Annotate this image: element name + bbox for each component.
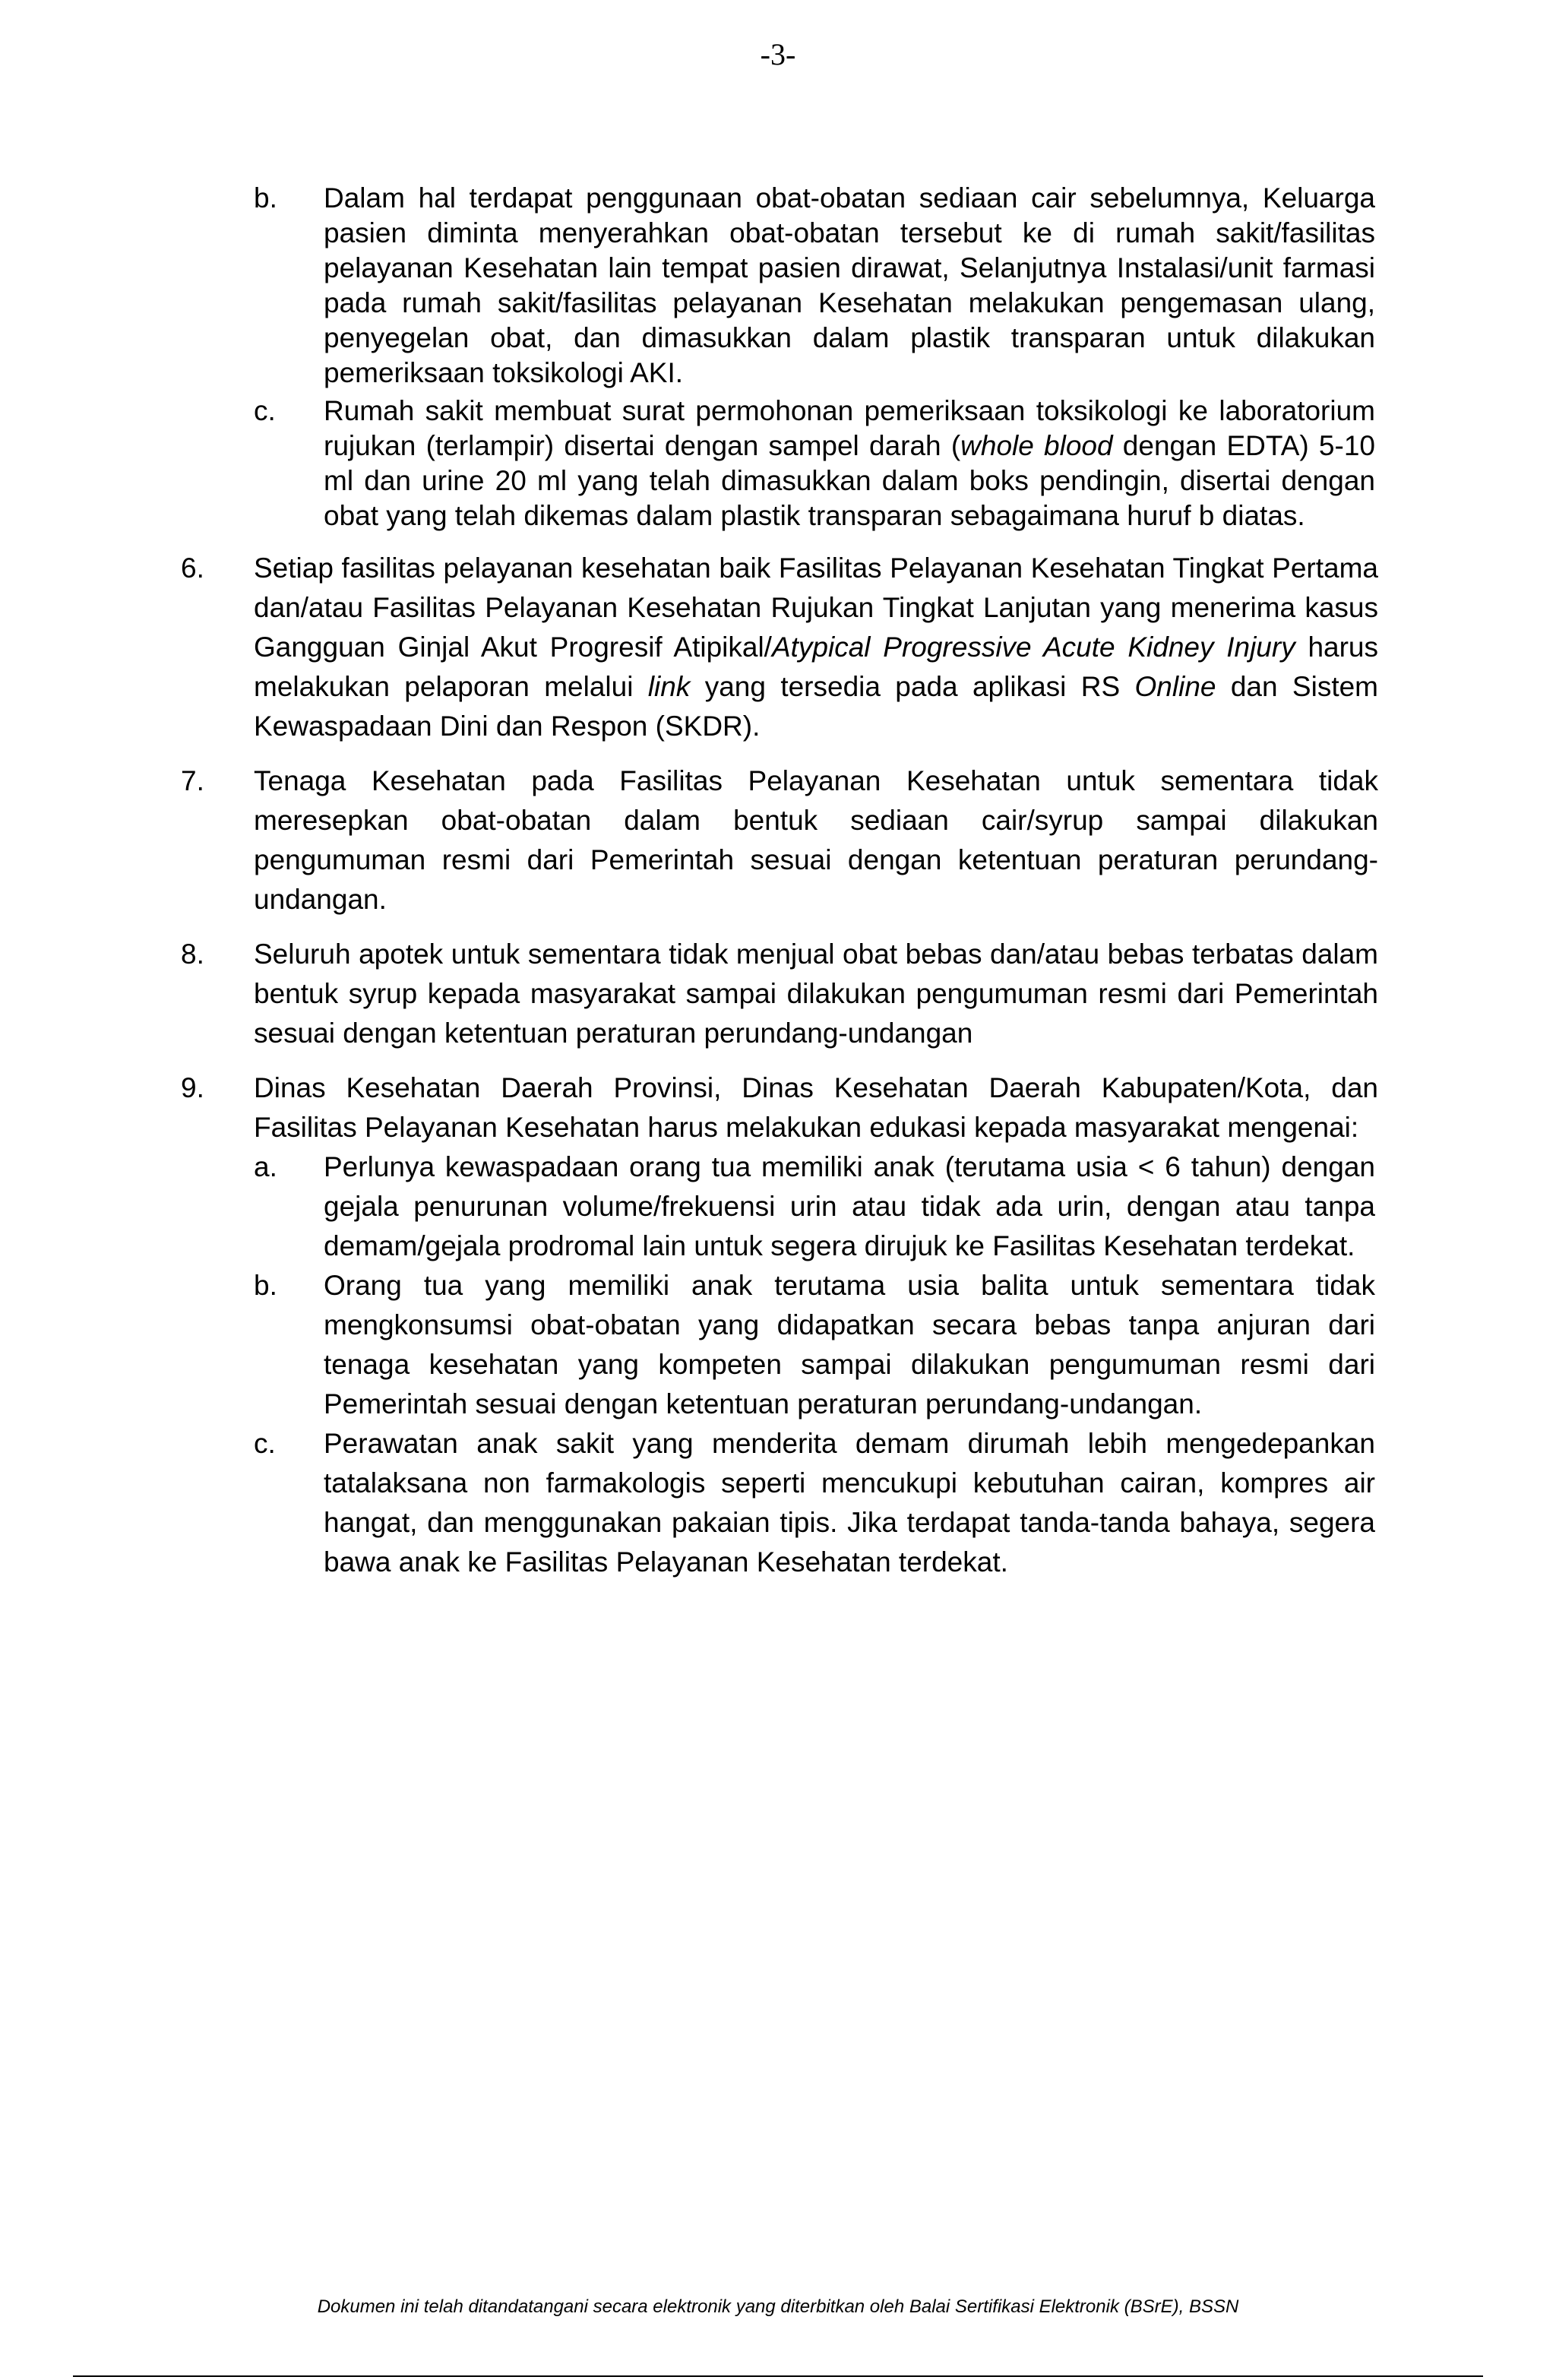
text-run: dengan EDTA) 5-10 ml dan urine 20 ml yang telah dimasukkan dalam boks pendingin, disertai dengan obat yang telah dikemas dalam plastik transparan sebagaimana huruf b diatas. xyxy=(324,430,1375,531)
subitem-label: b. xyxy=(254,1270,277,1301)
subitem-b xyxy=(254,1266,1378,1424)
item-text: Tenaga Kesehatan pada Fasilitas Pelayanan Kesehatan untuk sementara tidak meresepkan obat-obatan dalam bentuk sediaan cair/syrup sampai dilakukan pengumuman resmi dari Pemerintah sesuai dengan ketentuan peraturan perundang-undangan. xyxy=(254,765,1378,915)
italic-run: link xyxy=(647,671,691,702)
text-run: yang tersedia pada aplikasi RS xyxy=(690,671,1135,702)
subitem-label: c. xyxy=(254,1428,276,1459)
italic-run: whole blood xyxy=(960,430,1113,461)
item-text: Dinas Kesehatan Daerah Provinsi, Dinas Kesehatan Daerah Kabupaten/Kota, dan Fasilitas Pelayanan Kesehatan harus melakukan edukasi kepada masyarakat mengenai: xyxy=(254,1072,1378,1143)
list-item-8 xyxy=(181,935,1378,1053)
page-number: -3- xyxy=(760,37,796,71)
footer-divider xyxy=(73,2375,1483,2377)
item-number: 6. xyxy=(181,552,204,584)
subitem-label: c. xyxy=(254,395,276,426)
document-body xyxy=(181,181,1378,1582)
item-text xyxy=(254,549,1378,746)
item9-sublist xyxy=(254,1147,1378,1582)
list-item-7 xyxy=(181,761,1378,919)
subitem-c xyxy=(254,394,1378,533)
subitem-c xyxy=(254,1424,1378,1582)
text-run: Setiap fasilitas pelayanan kesehatan baik Fasilitas Pelayanan Kesehatan Tingkat Pertama dan/atau Fasilitas Pelayanan Kesehatan Rujukan Tingkat Lanjutan yang menerima kasus Gangguan Ginjal Akut Progresif Atipikal/ xyxy=(254,552,1378,663)
text-run: Rumah sakit membuat surat permohonan pemeriksaan toksikologi ke laboratorium rujukan (terlampir) disertai dengan sampel darah ( xyxy=(324,395,1375,461)
subitem-label: a. xyxy=(254,1151,277,1182)
continued-sublist xyxy=(254,181,1378,533)
subitem-text: Perlunya kewaspadaan orang tua memiliki anak (terutama usia < 6 tahun) dengan gejala penurunan volume/frekuensi urin atau tidak ada urin, dengan atau tanpa demam/gejala prodromal lain untuk segera dirujuk ke Fasilitas Kesehatan terdekat. xyxy=(324,1151,1375,1261)
italic-run: Online xyxy=(1134,671,1216,702)
subitem-text: Orang tua yang memiliki anak terutama usia balita untuk sementara tidak mengkonsumsi obat-obatan yang didapatkan secara bebas tanpa anjuran dari tenaga kesehatan yang kompeten sampai dilakukan pengumuman resmi dari Pemerintah sesuai dengan ketentuan peraturan perundang-undangan. xyxy=(324,1270,1375,1419)
subitem-b xyxy=(254,181,1378,391)
subitem-a xyxy=(254,1147,1378,1266)
subitem-text xyxy=(324,394,1375,533)
item-number: 9. xyxy=(181,1072,204,1103)
subitem-text: Dalam hal terdapat penggunaan obat-obatan sediaan cair sebelumnya, Keluarga pasien diminta menyerahkan obat-obatan tersebut ke di rumah sakit/fasilitas pelayanan Kesehatan lain tempat pasien dirawat, Selanjutnya Instalasi/unit farmasi pada rumah sakit/fasilitas pelayanan Kesehatan melakukan pengemasan ulang, penyegelan obat, dan dimasukkan dalam plastik transparan untuk dilakukan pemeriksaan toksikologi AKI. xyxy=(324,182,1375,388)
subitem-label: b. xyxy=(254,182,277,214)
item-text: Seluruh apotek untuk sementara tidak menjual obat bebas dan/atau bebas terbatas dalam bentuk syrup kepada masyarakat sampai dilakukan pengumuman resmi dari Pemerintah sesuai dengan ketentuan peraturan perundang-undangan xyxy=(254,938,1378,1049)
signature-footer: Dokumen ini telah ditandatangani secara elektronik yang diterbitkan oleh Balai Sertifikasi Elektronik (BSrE), BSSN xyxy=(317,2296,1239,2317)
item-number: 7. xyxy=(181,765,204,796)
list-item-6 xyxy=(181,549,1378,746)
list-item-9 xyxy=(181,1068,1378,1147)
italic-run: Atypical Progressive Acute Kidney Injury xyxy=(771,631,1295,663)
text-run: harus melakukan pelaporan melalui xyxy=(254,631,1379,702)
text-run: dan Sistem Kewaspadaan Dini dan Respon (SKDR). xyxy=(254,671,1379,742)
subitem-text: Perawatan anak sakit yang menderita demam dirumah lebih mengedepankan tatalaksana non farmakologis seperti mencukupi kebutuhan cairan, kompres air hangat, dan menggunakan pakaian tipis. Jika terdapat tanda-tanda bahaya, segera bawa anak ke Fasilitas Pelayanan Kesehatan terdekat. xyxy=(324,1428,1375,1578)
item-number: 8. xyxy=(181,938,204,970)
